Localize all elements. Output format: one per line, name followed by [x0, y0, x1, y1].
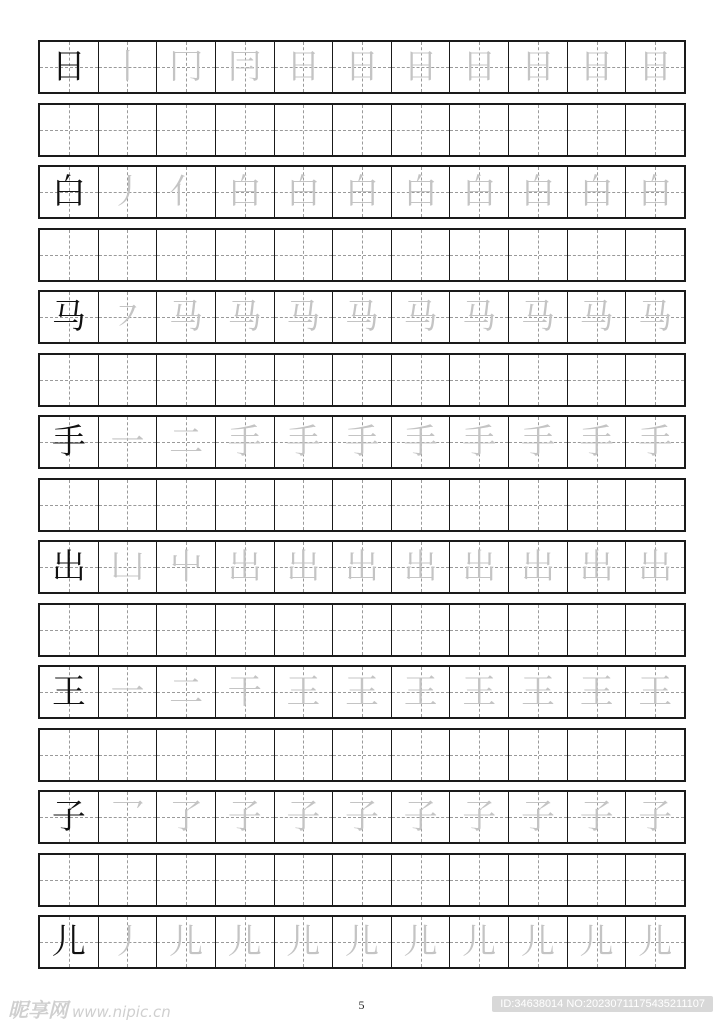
- blank-writing-cell[interactable]: [508, 730, 567, 780]
- model-character: 子: [51, 797, 86, 837]
- trace-character: 白: [227, 172, 262, 212]
- trace-character-cell: [156, 292, 215, 342]
- trace-character-cell: [391, 917, 450, 967]
- trace-character-cell: [449, 542, 508, 592]
- trace-character: 马: [169, 297, 204, 337]
- trace-character-cell: [625, 292, 684, 342]
- model-character: 出: [51, 547, 86, 587]
- trace-character: 凵: [110, 547, 145, 587]
- trace-character: 手: [638, 422, 673, 462]
- trace-character: 王: [638, 672, 673, 712]
- blank-writing-cell[interactable]: [98, 605, 157, 655]
- trace-character-cell: [508, 417, 567, 467]
- trace-character-cell: [625, 417, 684, 467]
- model-character-cell: [40, 167, 98, 217]
- trace-character-cell: [449, 917, 508, 967]
- trace-character: 出: [345, 547, 380, 587]
- blank-writing-cell[interactable]: [98, 480, 157, 530]
- blank-writing-cell[interactable]: [449, 105, 508, 155]
- blank-writing-cell[interactable]: [567, 355, 626, 405]
- trace-character-cell: [332, 542, 391, 592]
- trace-character: 干: [227, 672, 262, 712]
- practice-row: [38, 915, 686, 969]
- trace-character-cell: [332, 917, 391, 967]
- watermark-name: 昵享网: [8, 998, 68, 1022]
- trace-character: 王: [403, 672, 438, 712]
- blank-writing-cell[interactable]: [391, 355, 450, 405]
- trace-character: 手: [286, 422, 321, 462]
- trace-character-cell: [508, 792, 567, 842]
- blank-writing-cell[interactable]: [567, 105, 626, 155]
- model-character: 儿: [51, 922, 86, 962]
- trace-character-cell: [98, 42, 157, 92]
- blank-writing-cell[interactable]: [215, 105, 274, 155]
- trace-character-cell: [332, 792, 391, 842]
- blank-writing-cell[interactable]: [274, 480, 333, 530]
- trace-character-cell: [391, 167, 450, 217]
- trace-character-cell: [567, 917, 626, 967]
- trace-character-cell: [625, 167, 684, 217]
- trace-character: 子: [286, 797, 321, 837]
- blank-writing-cell[interactable]: [274, 105, 333, 155]
- blank-practice-row: [38, 228, 686, 282]
- trace-character-cell: [332, 667, 391, 717]
- trace-character-cell: [332, 417, 391, 467]
- blank-writing-cell[interactable]: [391, 730, 450, 780]
- trace-character: 白: [345, 172, 380, 212]
- practice-row: [38, 290, 686, 344]
- trace-character: 儿: [286, 922, 321, 962]
- trace-character: 屮: [169, 547, 204, 587]
- blank-writing-cell[interactable]: [156, 855, 215, 905]
- model-character-cell: [40, 417, 98, 467]
- trace-character-cell: [567, 542, 626, 592]
- blank-writing-cell[interactable]: [156, 480, 215, 530]
- blank-writing-cell[interactable]: [98, 355, 157, 405]
- trace-character-cell: [215, 792, 274, 842]
- trace-character-cell: [274, 667, 333, 717]
- trace-character-cell: [449, 292, 508, 342]
- trace-character-cell: [449, 792, 508, 842]
- trace-character: 马: [403, 297, 438, 337]
- practice-row: [38, 40, 686, 94]
- blank-writing-cell[interactable]: [332, 605, 391, 655]
- trace-character: 马: [638, 297, 673, 337]
- trace-character-cell: [215, 167, 274, 217]
- trace-character: 马: [286, 297, 321, 337]
- trace-character-cell: [508, 167, 567, 217]
- blank-writing-cell[interactable]: [274, 855, 333, 905]
- page-number: 5: [358, 998, 365, 1012]
- blank-writing-cell[interactable]: [156, 605, 215, 655]
- trace-character-cell: [508, 542, 567, 592]
- trace-character: 一: [110, 422, 145, 462]
- trace-character: 出: [579, 547, 614, 587]
- model-character: 马: [51, 297, 86, 337]
- blank-writing-cell[interactable]: [332, 855, 391, 905]
- trace-character: 儿: [462, 922, 497, 962]
- trace-character: 王: [286, 672, 321, 712]
- model-character: 手: [51, 422, 86, 462]
- blank-writing-cell[interactable]: [449, 230, 508, 280]
- trace-character: 子: [345, 797, 380, 837]
- trace-character: 出: [462, 547, 497, 587]
- trace-character: 马: [520, 297, 555, 337]
- blank-writing-cell[interactable]: [625, 480, 684, 530]
- trace-character-cell: [215, 542, 274, 592]
- trace-character: 马: [345, 297, 380, 337]
- trace-character-cell: [508, 42, 567, 92]
- trace-character-cell: [215, 917, 274, 967]
- blank-writing-cell[interactable]: [98, 730, 157, 780]
- blank-writing-cell[interactable]: [40, 105, 98, 155]
- trace-character-cell: [391, 417, 450, 467]
- trace-character-cell: [625, 917, 684, 967]
- trace-character: 丿: [110, 172, 145, 212]
- blank-writing-cell[interactable]: [391, 230, 450, 280]
- trace-character: 日: [520, 47, 555, 87]
- trace-character-cell: [567, 667, 626, 717]
- trace-character: 日: [403, 47, 438, 87]
- blank-writing-cell[interactable]: [391, 105, 450, 155]
- trace-character: 白: [579, 172, 614, 212]
- trace-character-cell: [391, 792, 450, 842]
- blank-writing-cell[interactable]: [156, 105, 215, 155]
- practice-row: [38, 665, 686, 719]
- blank-writing-cell[interactable]: [449, 605, 508, 655]
- trace-character-cell: [391, 292, 450, 342]
- trace-character-cell: [274, 417, 333, 467]
- model-character-cell: [40, 917, 98, 967]
- blank-practice-row: [38, 728, 686, 782]
- trace-character: 子: [403, 797, 438, 837]
- blank-writing-cell[interactable]: [508, 105, 567, 155]
- trace-character: 出: [286, 547, 321, 587]
- trace-character: 子: [462, 797, 497, 837]
- trace-character: 乛: [110, 797, 145, 837]
- trace-character-cell: [449, 42, 508, 92]
- model-character: 白: [51, 172, 86, 212]
- trace-character-cell: [567, 167, 626, 217]
- trace-character-cell: [449, 167, 508, 217]
- blank-writing-cell[interactable]: [156, 230, 215, 280]
- blank-writing-cell[interactable]: [215, 605, 274, 655]
- trace-character: 王: [345, 672, 380, 712]
- blank-practice-row: [38, 478, 686, 532]
- trace-character-cell: [625, 667, 684, 717]
- blank-writing-cell[interactable]: [625, 105, 684, 155]
- blank-writing-cell[interactable]: [215, 480, 274, 530]
- trace-character-cell: [567, 792, 626, 842]
- trace-character: 儿: [638, 922, 673, 962]
- blank-writing-cell[interactable]: [40, 355, 98, 405]
- trace-character-cell: [274, 42, 333, 92]
- trace-character: 王: [520, 672, 555, 712]
- trace-character: 冃: [227, 47, 262, 87]
- trace-character-cell: [98, 917, 157, 967]
- trace-character: 王: [462, 672, 497, 712]
- trace-character-cell: [508, 917, 567, 967]
- trace-character-cell: [625, 542, 684, 592]
- blank-writing-cell[interactable]: [215, 355, 274, 405]
- trace-character: 出: [638, 547, 673, 587]
- trace-character-cell: [332, 292, 391, 342]
- trace-character: 手: [462, 422, 497, 462]
- trace-character: 儿: [345, 922, 380, 962]
- blank-practice-row: [38, 603, 686, 657]
- blank-writing-cell[interactable]: [567, 230, 626, 280]
- trace-character-cell: [274, 792, 333, 842]
- trace-character-cell: [332, 167, 391, 217]
- trace-character: 手: [345, 422, 380, 462]
- trace-character: 儿: [520, 922, 555, 962]
- blank-writing-cell[interactable]: [156, 730, 215, 780]
- trace-character: 日: [638, 47, 673, 87]
- trace-character: 子: [520, 797, 555, 837]
- trace-character: 二: [169, 422, 204, 462]
- trace-character-cell: [215, 292, 274, 342]
- blank-writing-cell[interactable]: [508, 230, 567, 280]
- blank-writing-cell[interactable]: [98, 230, 157, 280]
- trace-character: 手: [520, 422, 555, 462]
- blank-writing-cell[interactable]: [274, 230, 333, 280]
- practice-row: [38, 415, 686, 469]
- blank-writing-cell[interactable]: [274, 355, 333, 405]
- blank-writing-cell[interactable]: [40, 230, 98, 280]
- trace-character: 二: [169, 672, 204, 712]
- model-character-cell: [40, 667, 98, 717]
- trace-character-cell: [274, 917, 333, 967]
- blank-writing-cell[interactable]: [508, 855, 567, 905]
- trace-character-cell: [156, 667, 215, 717]
- trace-character: 马: [462, 297, 497, 337]
- blank-writing-cell[interactable]: [332, 230, 391, 280]
- trace-character-cell: [215, 42, 274, 92]
- trace-character-cell: [625, 792, 684, 842]
- blank-writing-cell[interactable]: [156, 355, 215, 405]
- trace-character-cell: [391, 542, 450, 592]
- trace-character-cell: [449, 417, 508, 467]
- trace-character-cell: [156, 42, 215, 92]
- blank-writing-cell[interactable]: [215, 855, 274, 905]
- trace-character-cell: [156, 417, 215, 467]
- trace-character-cell: [98, 792, 157, 842]
- blank-writing-cell[interactable]: [98, 855, 157, 905]
- trace-character: 手: [579, 422, 614, 462]
- trace-character-cell: [391, 667, 450, 717]
- trace-character: 儿: [579, 922, 614, 962]
- trace-character-cell: [98, 167, 157, 217]
- trace-character: 马: [227, 297, 262, 337]
- blank-writing-cell[interactable]: [508, 355, 567, 405]
- trace-character-cell: [98, 542, 157, 592]
- trace-character-cell: [156, 542, 215, 592]
- trace-character: 冂: [169, 47, 204, 87]
- blank-writing-cell[interactable]: [567, 605, 626, 655]
- model-character-cell: [40, 792, 98, 842]
- trace-character: 丿: [110, 922, 145, 962]
- trace-character-cell: [215, 417, 274, 467]
- model-character-cell: [40, 42, 98, 92]
- trace-character-cell: [567, 292, 626, 342]
- model-character-cell: [40, 292, 98, 342]
- trace-character-cell: [98, 292, 157, 342]
- blank-writing-cell[interactable]: [625, 730, 684, 780]
- blank-practice-row: [38, 353, 686, 407]
- trace-character: 日: [345, 47, 380, 87]
- trace-character: 子: [579, 797, 614, 837]
- trace-character-cell: [567, 417, 626, 467]
- trace-character-cell: [98, 417, 157, 467]
- blank-writing-cell[interactable]: [508, 605, 567, 655]
- trace-character: 日: [286, 47, 321, 87]
- blank-writing-cell[interactable]: [215, 730, 274, 780]
- blank-writing-cell[interactable]: [332, 105, 391, 155]
- trace-character-cell: [449, 667, 508, 717]
- trace-character-cell: [156, 167, 215, 217]
- trace-character: 日: [462, 47, 497, 87]
- trace-character: 手: [403, 422, 438, 462]
- trace-character: 王: [579, 672, 614, 712]
- model-character: 日: [51, 47, 86, 87]
- blank-writing-cell[interactable]: [215, 230, 274, 280]
- blank-writing-cell[interactable]: [274, 730, 333, 780]
- blank-writing-cell[interactable]: [40, 855, 98, 905]
- trace-character: 白: [286, 172, 321, 212]
- blank-writing-cell[interactable]: [391, 855, 450, 905]
- trace-character: 白: [520, 172, 555, 212]
- trace-character-cell: [508, 292, 567, 342]
- trace-character: 子: [227, 797, 262, 837]
- trace-character: ㇇: [110, 297, 145, 337]
- practice-row: [38, 540, 686, 594]
- blank-writing-cell[interactable]: [567, 480, 626, 530]
- blank-writing-cell[interactable]: [98, 105, 157, 155]
- blank-writing-cell[interactable]: [625, 855, 684, 905]
- practice-row: [38, 165, 686, 219]
- trace-character: 子: [638, 797, 673, 837]
- trace-character: 儿: [227, 922, 262, 962]
- trace-character-cell: [215, 667, 274, 717]
- blank-writing-cell[interactable]: [625, 230, 684, 280]
- trace-character-cell: [625, 42, 684, 92]
- trace-character-cell: [391, 42, 450, 92]
- blank-writing-cell[interactable]: [274, 605, 333, 655]
- trace-character: 亻: [169, 172, 204, 212]
- trace-character: 出: [520, 547, 555, 587]
- trace-character-cell: [332, 42, 391, 92]
- practice-row: [38, 790, 686, 844]
- model-character-cell: [40, 542, 98, 592]
- trace-character: 白: [638, 172, 673, 212]
- trace-character: 了: [169, 797, 204, 837]
- trace-character-cell: [98, 667, 157, 717]
- blank-practice-row: [38, 103, 686, 157]
- blank-practice-row: [38, 853, 686, 907]
- trace-character: 出: [227, 547, 262, 587]
- blank-writing-cell[interactable]: [40, 605, 98, 655]
- blank-writing-cell[interactable]: [40, 480, 98, 530]
- blank-writing-cell[interactable]: [332, 480, 391, 530]
- blank-writing-cell[interactable]: [625, 355, 684, 405]
- handwriting-practice-sheet: [38, 40, 686, 978]
- watermark-logo: [8, 994, 171, 1023]
- blank-writing-cell[interactable]: [508, 480, 567, 530]
- trace-character: 一: [110, 672, 145, 712]
- blank-writing-cell[interactable]: [449, 730, 508, 780]
- trace-character: 日: [579, 47, 614, 87]
- trace-character: 出: [403, 547, 438, 587]
- blank-writing-cell[interactable]: [567, 855, 626, 905]
- blank-writing-cell[interactable]: [449, 855, 508, 905]
- watermark-id-badge: ID:34638014 NO:20230711175435211107: [492, 996, 713, 1012]
- blank-writing-cell[interactable]: [449, 355, 508, 405]
- watermark-url: www.nipic.cn: [72, 1003, 171, 1021]
- model-character: 王: [51, 672, 86, 712]
- trace-character-cell: [274, 542, 333, 592]
- trace-character: 儿: [169, 922, 204, 962]
- trace-character: 手: [227, 422, 262, 462]
- trace-character: 白: [403, 172, 438, 212]
- blank-writing-cell[interactable]: [332, 730, 391, 780]
- trace-character: 儿: [403, 922, 438, 962]
- blank-writing-cell[interactable]: [391, 605, 450, 655]
- trace-character-cell: [156, 792, 215, 842]
- blank-writing-cell[interactable]: [567, 730, 626, 780]
- blank-writing-cell[interactable]: [332, 355, 391, 405]
- trace-character-cell: [156, 917, 215, 967]
- blank-writing-cell[interactable]: [625, 605, 684, 655]
- blank-writing-cell[interactable]: [449, 480, 508, 530]
- blank-writing-cell[interactable]: [391, 480, 450, 530]
- blank-writing-cell[interactable]: [40, 730, 98, 780]
- trace-character-cell: [274, 292, 333, 342]
- trace-character: 白: [462, 172, 497, 212]
- trace-character-cell: [508, 667, 567, 717]
- trace-character: 丨: [110, 47, 145, 87]
- trace-character-cell: [274, 167, 333, 217]
- trace-character: 马: [579, 297, 614, 337]
- trace-character-cell: [567, 42, 626, 92]
